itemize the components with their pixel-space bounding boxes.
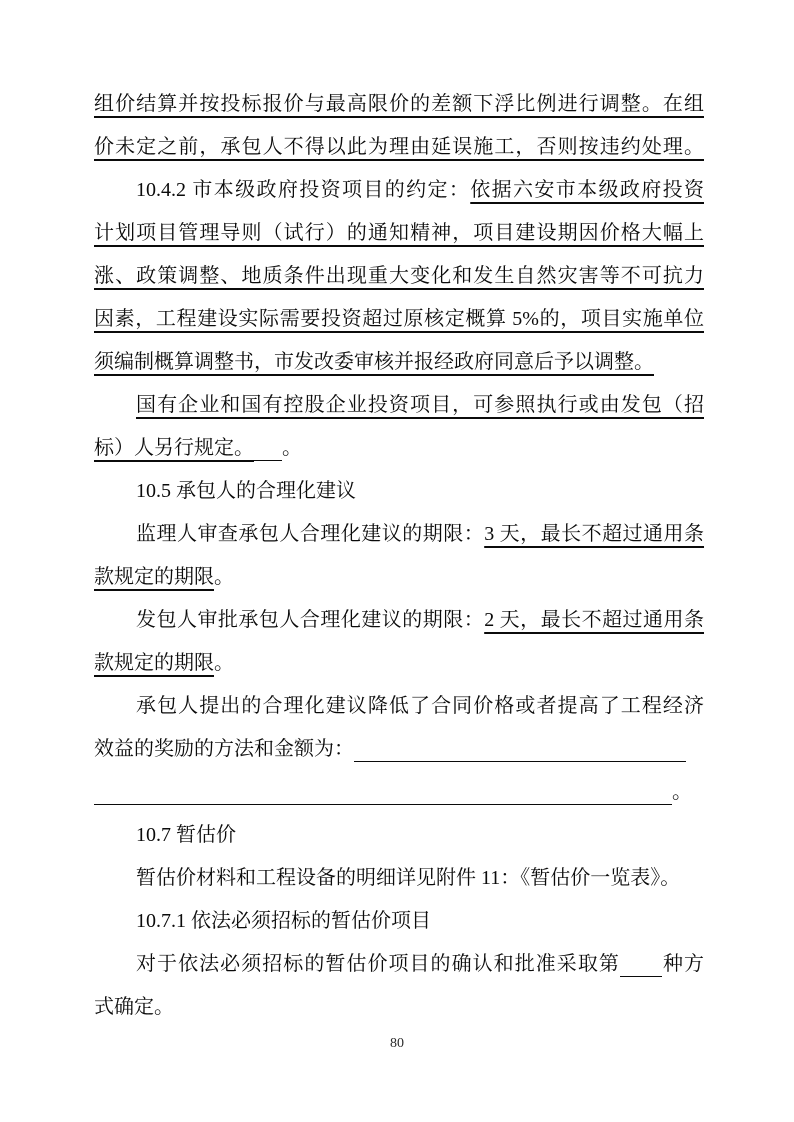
text-line bbox=[94, 685, 704, 728]
text-line bbox=[94, 857, 704, 900]
text-line bbox=[94, 943, 704, 986]
text-segment: 效益的奖励的方法和金额为： bbox=[94, 738, 354, 760]
blank-fill-line bbox=[354, 741, 686, 762]
text-segment: 依据六安市本级政府投资 bbox=[470, 179, 704, 201]
text-segment: 款规定的期限 bbox=[94, 652, 214, 674]
blank-fill-line bbox=[620, 956, 662, 977]
text-segment: 价未定之前，承包人不得以此为理由延误施工，否则按违约处理。 bbox=[94, 136, 704, 158]
page-footer bbox=[0, 1034, 794, 1054]
text-line bbox=[94, 556, 704, 599]
text-line bbox=[94, 986, 704, 1029]
text-segment: 标）人另行规定。 bbox=[94, 437, 254, 459]
document-body bbox=[94, 83, 704, 1029]
text-segment: 。 bbox=[672, 781, 692, 803]
text-segment: 10.4.2 市本级政府投资项目的约定： bbox=[136, 179, 471, 201]
text-line bbox=[94, 169, 704, 212]
text-segment: 式确定。 bbox=[94, 996, 174, 1018]
text-segment: 暂估价材料和工程设备的明细详见附件 11：《暂估价一览表》。 bbox=[136, 867, 681, 889]
text-line bbox=[94, 255, 704, 298]
text-segment: 国有企业和国有控股企业投资项目，可参照执行或由发包（招 bbox=[136, 394, 704, 416]
text-segment: 10.5 承包人的合理化建议 bbox=[136, 480, 356, 502]
text-line bbox=[94, 642, 704, 685]
text-segment: 监理人审查承包人合理化建议的期限： bbox=[136, 523, 485, 545]
text-line bbox=[94, 599, 704, 642]
text-line bbox=[94, 470, 704, 513]
page-number: 80 bbox=[390, 1036, 404, 1051]
text-segment: 10.7 暂估价 bbox=[136, 824, 236, 846]
text-segment: 发包人审批承包人合理化建议的期限： bbox=[136, 609, 485, 631]
text-segment: 2 天，最长不超过通用条 bbox=[484, 609, 705, 631]
text-line bbox=[94, 900, 704, 943]
text-line bbox=[94, 212, 704, 255]
text-segment: 因素，工程建设实际需要投资超过原核定概算 5%的，项目实施单位 bbox=[94, 308, 704, 330]
text-line bbox=[94, 513, 704, 556]
blank-fill-line bbox=[254, 440, 282, 461]
text-line bbox=[94, 83, 704, 126]
blank-fill-line bbox=[94, 784, 672, 805]
text-segment: 3 天，最长不超过通用条 bbox=[484, 523, 705, 545]
text-line bbox=[94, 728, 704, 771]
text-line bbox=[94, 298, 704, 341]
text-line bbox=[94, 126, 704, 169]
text-segment: 涨、政策调整、地质条件出现重大变化和发生自然灾害等不可抗力 bbox=[94, 265, 704, 287]
text-segment: 10.7.1 依法必须招标的暂估价项目 bbox=[136, 910, 431, 932]
text-segment: 对于依法必须招标的暂估价项目的确认和批准采取第 bbox=[136, 953, 620, 975]
text-segment: 款规定的期限 bbox=[94, 566, 214, 588]
text-line bbox=[94, 384, 704, 427]
text-segment: 须编制概算调整书，市发改委审核并报经政府同意后予以调整。 bbox=[94, 351, 654, 373]
text-segment: 组价结算并按投标报价与最高限价的差额下浮比例进行调整。在组 bbox=[94, 93, 704, 115]
text-line bbox=[94, 427, 704, 470]
text-segment: 承包人提出的合理化建议降低了合同价格或者提高了工程经济 bbox=[136, 695, 704, 717]
text-segment: 种方 bbox=[661, 953, 705, 975]
text-line bbox=[94, 341, 704, 384]
text-segment: 。 bbox=[214, 652, 234, 674]
text-line bbox=[94, 814, 704, 857]
text-segment: 。 bbox=[282, 437, 302, 459]
text-line bbox=[94, 771, 704, 814]
text-segment: 。 bbox=[214, 566, 234, 588]
text-segment: 计划项目管理导则（试行）的通知精神，项目建设期因价格大幅上 bbox=[94, 222, 704, 244]
